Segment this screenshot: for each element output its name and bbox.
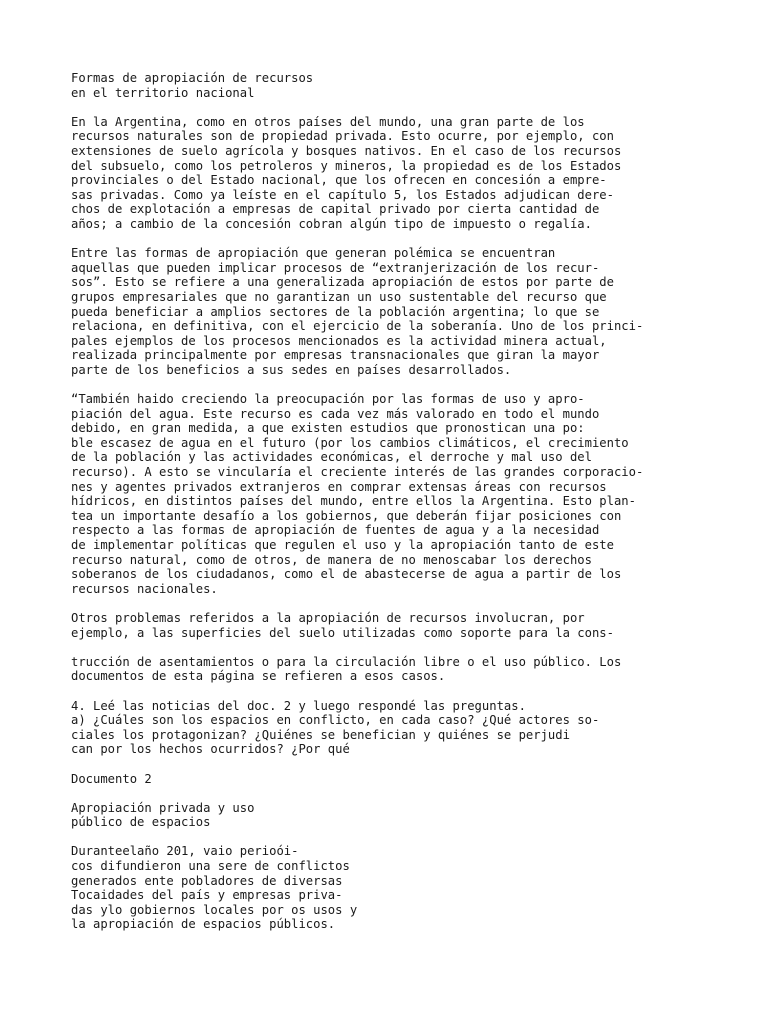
text-line: extensiones de suelo agrícola y bosques nativos. En el caso de los recursos <box>71 143 622 158</box>
text-line: Apropiación privada y uso <box>71 800 255 815</box>
text-line: la apropiación de espacios públicos. <box>71 917 336 932</box>
text-line: de implementar políticas que regulen el uso y la apropiación tanto de este <box>71 538 614 552</box>
text-line: público de espacios <box>71 815 211 830</box>
text-line: En la Argentina, como en otros países del mundo, una gran parte de los <box>71 114 585 129</box>
title-line: en el territorio nacional <box>71 85 255 100</box>
text-line: recursos naturales son de propiedad privada. Esto ocurre, por ejemplo, con <box>71 129 614 144</box>
text-line: Entre las formas de apropiación que generan polémica se encuentran <box>71 246 556 261</box>
document-page <box>71 71 751 947</box>
text-line: pueda beneficiar a amplios sectores de la población argentina; lo que se <box>71 304 600 319</box>
activity-questions <box>71 699 751 757</box>
title-line: Formas de apropiación de recursos <box>71 71 314 85</box>
text-line: recursos nacionales. <box>71 581 218 596</box>
text-line: soberanos de los ciudadanos, como el de abastecerse de agua a partir de los <box>71 567 622 582</box>
text-line: del subsuelo, como los petroleros y mineros, la propiedad es de los Estados <box>71 158 622 173</box>
page-title <box>71 71 751 100</box>
text-line: Documento 2 <box>71 771 152 786</box>
text-line: das ylo gobiernos locales por os usos y <box>71 902 358 917</box>
text-line: ble escasez de agua en el futuro (por los cambios climáticos, el crecimiento <box>71 435 629 450</box>
text-line: Tocaidades del país y empresas priva- <box>71 888 343 903</box>
text-line: aquellas que pueden implicar procesos de “extranjerización de los recur- <box>71 260 600 275</box>
text-line: parte de los beneficios a sus sedes en países desarrollados. <box>71 362 512 377</box>
paragraph-1 <box>71 115 751 232</box>
document-body <box>71 844 751 932</box>
text-line: ejemplo, a las superficies del suelo utilizadas como soporte para la cons- <box>71 625 614 640</box>
text-line: chos de explotación a empresas de capital privado por cierta cantidad de <box>71 202 600 217</box>
text-line: 4. Leé las noticias del doc. 2 y luego respondé las preguntas. <box>71 698 526 713</box>
text-line: tea un importante desafío a los gobiernos, que deberán fijar posiciones con <box>71 508 622 523</box>
text-line: pales ejemplos de los procesos mencionados es la actividad minera actual, <box>71 333 607 348</box>
paragraph-5 <box>71 655 751 684</box>
text-line: piación del agua. Este recurso es cada vez más valorado en todo el mundo <box>71 406 600 421</box>
text-line: hídricos, en distintos países del mundo, entre ellos la Argentina. Esto plan- <box>71 494 636 509</box>
document-heading <box>71 801 751 830</box>
text-line: recurso natural, como de otros, de manera de no menoscabar los derechos <box>71 552 592 567</box>
text-line: Otros problemas referidos a la apropiación de recursos involucran, por <box>71 610 585 625</box>
text-line: realizada principalmente por empresas transnacionales que giran la mayor <box>71 348 600 363</box>
text-line: generados ente pobladores de diversas <box>71 873 343 888</box>
text-line: respecto a las formas de apropiación de fuentes de agua y a la necesidad <box>71 523 600 538</box>
text-line: sas privadas. Como ya leíste en el capítulo 5, los Estados adjudican dere- <box>71 187 614 202</box>
text-line: trucción de asentamientos o para la circulación libre o el uso público. Los <box>71 654 622 669</box>
document-label <box>71 772 751 787</box>
text-line: sos”. Esto se refiere a una generalizada apropiación de estos por parte de <box>71 275 614 290</box>
text-line: nes y agentes privados extranjeros en comprar extensas áreas con recursos <box>71 479 607 494</box>
paragraph-2 <box>71 246 751 377</box>
text-line: relaciona, en definitiva, con el ejercicio de la soberanía. Uno de los princi- <box>71 319 644 334</box>
text-line: provinciales o del Estado nacional, que los ofrecen en concesión a empre- <box>71 173 607 188</box>
text-line: “También haido creciendo la preocupación por las formas de uso y apro- <box>71 392 585 407</box>
text-line: ciales los protagonizan? ¿Quiénes se benefician y quiénes se perjudi <box>71 727 570 742</box>
paragraph-3 <box>71 392 751 596</box>
text-line: grupos empresariales que no garantizan un uso sustentable del recurso que <box>71 289 607 304</box>
text-line: cos difundieron una sere de conflictos <box>71 859 350 874</box>
text-line: debido, en gran medida, a que existen estudios que pronostican una po: <box>71 421 585 436</box>
paragraph-4 <box>71 611 751 640</box>
text-line: recurso). A esto se vincularía el creciente interés de las grandes corporacio- <box>71 465 644 480</box>
text-line: de la población y las actividades económicas, el derroche y mal uso del <box>71 450 592 465</box>
text-line: a) ¿Cuáles son los espacios en conflicto, en cada caso? ¿Qué actores so- <box>71 713 600 728</box>
text-line: can por los hechos ocurridos? ¿Por qué <box>71 742 350 757</box>
text-line: años; a cambio de la concesión cobran algún tipo de impuesto o regalía. <box>71 216 592 231</box>
text-line: documentos de esta página se refieren a esos casos. <box>71 669 446 684</box>
text-line: Duranteelaño 201, vaio perioói- <box>71 844 299 859</box>
